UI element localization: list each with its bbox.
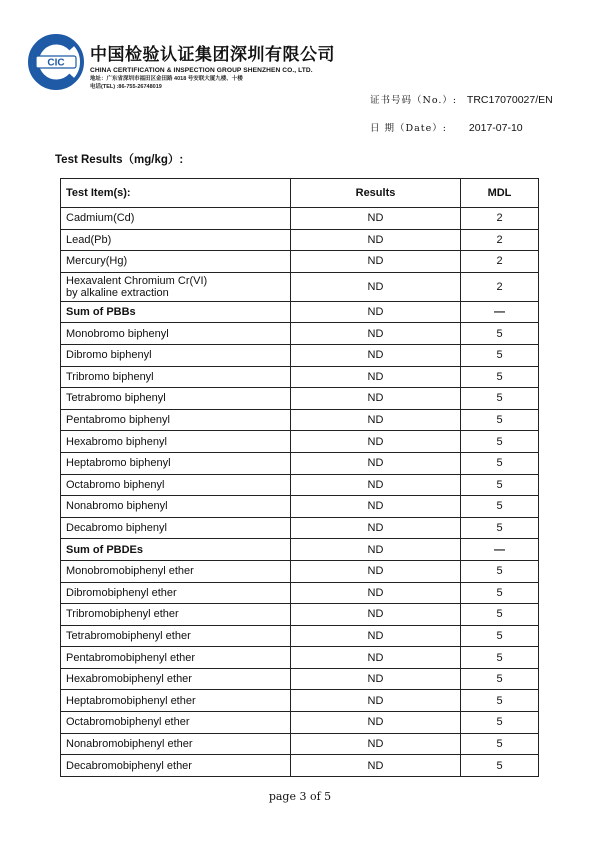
test-item-name: Pentabromo biphenyl bbox=[66, 414, 170, 427]
mdl-cell: 5 bbox=[461, 388, 539, 410]
result-cell: ND bbox=[291, 755, 461, 777]
mdl-cell: 5 bbox=[461, 560, 539, 582]
table-row bbox=[61, 647, 539, 669]
test-item-cell bbox=[61, 496, 291, 518]
mdl-cell: — bbox=[461, 539, 539, 561]
table-row bbox=[61, 229, 539, 251]
result-cell: ND bbox=[291, 474, 461, 496]
report-date-label: 日 期（Date）: bbox=[370, 123, 447, 134]
table-header-row bbox=[61, 179, 539, 208]
mdl-cell: 5 bbox=[461, 323, 539, 345]
section-title: Test Results（mg/kg）: bbox=[55, 154, 184, 166]
company-name-cn: 中国检验认证集团深圳有限公司 bbox=[90, 45, 335, 65]
result-cell: ND bbox=[291, 560, 461, 582]
mdl-cell: 5 bbox=[461, 366, 539, 388]
test-item-name: Decabromo biphenyl bbox=[66, 522, 167, 535]
test-item-cell bbox=[61, 755, 291, 777]
result-cell: ND bbox=[291, 690, 461, 712]
page-number: page 3 of 5 bbox=[268, 790, 332, 803]
test-item-name: Nonabromo biphenyl bbox=[66, 500, 168, 513]
table-row bbox=[61, 431, 539, 453]
table-row bbox=[61, 366, 539, 388]
test-item-name: Tribromo biphenyl bbox=[66, 370, 154, 383]
certificate-number-value: TRC17070027/EN bbox=[466, 94, 553, 106]
column-header-mdl: MDL bbox=[461, 179, 539, 208]
result-cell: ND bbox=[291, 229, 461, 251]
result-cell: ND bbox=[291, 452, 461, 474]
test-item-name: Monobromobiphenyl ether bbox=[66, 565, 194, 578]
test-item-cell bbox=[61, 251, 291, 273]
mdl-cell: 5 bbox=[461, 604, 539, 626]
report-date-row bbox=[370, 120, 523, 134]
test-item-name: Hexabromobiphenyl ether bbox=[66, 673, 192, 686]
test-item-cell bbox=[61, 625, 291, 647]
test-item-cell bbox=[61, 344, 291, 366]
test-item-name: Mercury(Hg) bbox=[66, 255, 128, 268]
mdl-cell: 5 bbox=[461, 690, 539, 712]
result-cell: ND bbox=[291, 301, 461, 323]
test-item-name: Sum of PBDEs bbox=[66, 543, 144, 556]
test-item-name: Pentabromobiphenyl ether bbox=[66, 651, 196, 664]
column-header-test-item: Test Item(s): bbox=[61, 179, 291, 208]
table-row bbox=[61, 301, 539, 323]
table-row bbox=[61, 344, 539, 366]
mdl-cell: 2 bbox=[461, 272, 539, 301]
test-item-name: Decabromobiphenyl ether bbox=[66, 759, 192, 772]
cic-logo-icon bbox=[28, 34, 84, 90]
test-item-cell bbox=[61, 517, 291, 539]
table-row bbox=[61, 582, 539, 604]
mdl-cell: 5 bbox=[461, 668, 539, 690]
test-item-cell bbox=[61, 668, 291, 690]
svg-text:CIC: CIC bbox=[47, 57, 65, 69]
table-row bbox=[61, 208, 539, 230]
report-date-value: 2017-07-10 bbox=[468, 122, 523, 134]
test-item-name: Tribromobiphenyl ether bbox=[66, 608, 179, 621]
result-cell: ND bbox=[291, 409, 461, 431]
mdl-cell: 5 bbox=[461, 517, 539, 539]
test-item-name: Lead(Pb) bbox=[66, 233, 112, 246]
result-cell: ND bbox=[291, 582, 461, 604]
table-row bbox=[61, 539, 539, 561]
result-cell: ND bbox=[291, 208, 461, 230]
mdl-cell: 5 bbox=[461, 733, 539, 755]
table-row bbox=[61, 625, 539, 647]
result-cell: ND bbox=[291, 366, 461, 388]
table-row bbox=[61, 560, 539, 582]
result-cell: ND bbox=[291, 712, 461, 734]
result-cell: ND bbox=[291, 388, 461, 410]
test-results-table bbox=[60, 178, 539, 777]
table-row bbox=[61, 272, 539, 301]
test-item-name: Cadmium(Cd) bbox=[66, 212, 135, 225]
mdl-cell: 5 bbox=[461, 755, 539, 777]
result-cell: ND bbox=[291, 625, 461, 647]
result-cell: ND bbox=[291, 647, 461, 669]
certificate-number-row bbox=[370, 92, 553, 106]
test-item-name: Tetrabromobiphenyl ether bbox=[66, 629, 191, 642]
result-cell: ND bbox=[291, 323, 461, 345]
table-row bbox=[61, 452, 539, 474]
test-item-cell bbox=[61, 733, 291, 755]
test-item-cell bbox=[61, 409, 291, 431]
table-row bbox=[61, 668, 539, 690]
mdl-cell: 5 bbox=[461, 496, 539, 518]
mdl-cell: 5 bbox=[461, 431, 539, 453]
test-item-cell bbox=[61, 560, 291, 582]
test-item-name: Dibromobiphenyl ether bbox=[66, 586, 177, 599]
company-block bbox=[90, 45, 335, 91]
result-cell: ND bbox=[291, 496, 461, 518]
mdl-cell: 5 bbox=[461, 474, 539, 496]
table-row bbox=[61, 755, 539, 777]
result-cell: ND bbox=[291, 517, 461, 539]
mdl-cell: 2 bbox=[461, 229, 539, 251]
test-item-name: Sum of PBBs bbox=[66, 306, 136, 319]
test-item-cell bbox=[61, 452, 291, 474]
mdl-cell: — bbox=[461, 301, 539, 323]
test-item-name: Tetrabromo biphenyl bbox=[66, 392, 166, 405]
test-item-name: Hexabromo biphenyl bbox=[66, 435, 167, 448]
test-item-name: Octabromobiphenyl ether bbox=[66, 716, 190, 729]
result-cell: ND bbox=[291, 604, 461, 626]
test-item-cell bbox=[61, 366, 291, 388]
column-header-results: Results bbox=[291, 179, 461, 208]
test-item-cell bbox=[61, 690, 291, 712]
test-item-name: Heptabromobiphenyl ether bbox=[66, 694, 196, 707]
test-item-cell bbox=[61, 229, 291, 251]
test-item-name: Dibromo biphenyl bbox=[66, 349, 152, 362]
test-item-cell bbox=[61, 474, 291, 496]
mdl-cell: 5 bbox=[461, 452, 539, 474]
result-cell: ND bbox=[291, 344, 461, 366]
test-item-cell bbox=[61, 712, 291, 734]
result-cell: ND bbox=[291, 431, 461, 453]
test-item-cell bbox=[61, 582, 291, 604]
table-row bbox=[61, 251, 539, 273]
certificate-number-label: 证书号码（No.）: bbox=[370, 95, 458, 106]
test-item-cell bbox=[61, 431, 291, 453]
table-row bbox=[61, 409, 539, 431]
test-item-name: Nonabromobiphenyl ether bbox=[66, 737, 193, 750]
company-address: 地址：广东省深圳市福田区金田路 4018 号安联大厦九楼、十楼 bbox=[90, 76, 243, 82]
test-item-cell bbox=[61, 208, 291, 230]
test-item-name: Monobromo biphenyl bbox=[66, 327, 169, 340]
test-item-cell bbox=[61, 272, 291, 301]
result-cell: ND bbox=[291, 668, 461, 690]
table-row bbox=[61, 733, 539, 755]
company-telephone: 电话(TEL) :86-755-26748019 bbox=[90, 84, 162, 90]
table-row bbox=[61, 323, 539, 345]
table-row bbox=[61, 517, 539, 539]
result-cell: ND bbox=[291, 251, 461, 273]
table-row bbox=[61, 496, 539, 518]
mdl-cell: 2 bbox=[461, 251, 539, 273]
mdl-cell: 5 bbox=[461, 712, 539, 734]
test-item-name: Octabromo biphenyl bbox=[66, 478, 165, 491]
test-item-name: Heptabromo biphenyl bbox=[66, 457, 171, 470]
result-cell: ND bbox=[291, 733, 461, 755]
test-item-cell bbox=[61, 604, 291, 626]
mdl-cell: 5 bbox=[461, 647, 539, 669]
table-row bbox=[61, 690, 539, 712]
table-row bbox=[61, 712, 539, 734]
table-row bbox=[61, 604, 539, 626]
test-item-name-continued: by alkaline extraction bbox=[66, 286, 169, 299]
mdl-cell: 5 bbox=[461, 625, 539, 647]
test-item-cell bbox=[61, 647, 291, 669]
table-row bbox=[61, 474, 539, 496]
mdl-cell: 2 bbox=[461, 208, 539, 230]
mdl-cell: 5 bbox=[461, 582, 539, 604]
test-item-cell bbox=[61, 301, 291, 323]
table-row bbox=[61, 388, 539, 410]
test-item-name: Hexavalent Chromium Cr(VI) bbox=[66, 274, 208, 287]
test-item-cell bbox=[61, 323, 291, 345]
test-item-cell bbox=[61, 539, 291, 561]
mdl-cell: 5 bbox=[461, 344, 539, 366]
mdl-cell: 5 bbox=[461, 409, 539, 431]
test-item-cell bbox=[61, 388, 291, 410]
company-name-en: CHINA CERTIFICATION & INSPECTION GROUP SHENZHEN CO., LTD. bbox=[90, 67, 313, 74]
result-cell: ND bbox=[291, 272, 461, 301]
result-cell: ND bbox=[291, 539, 461, 561]
